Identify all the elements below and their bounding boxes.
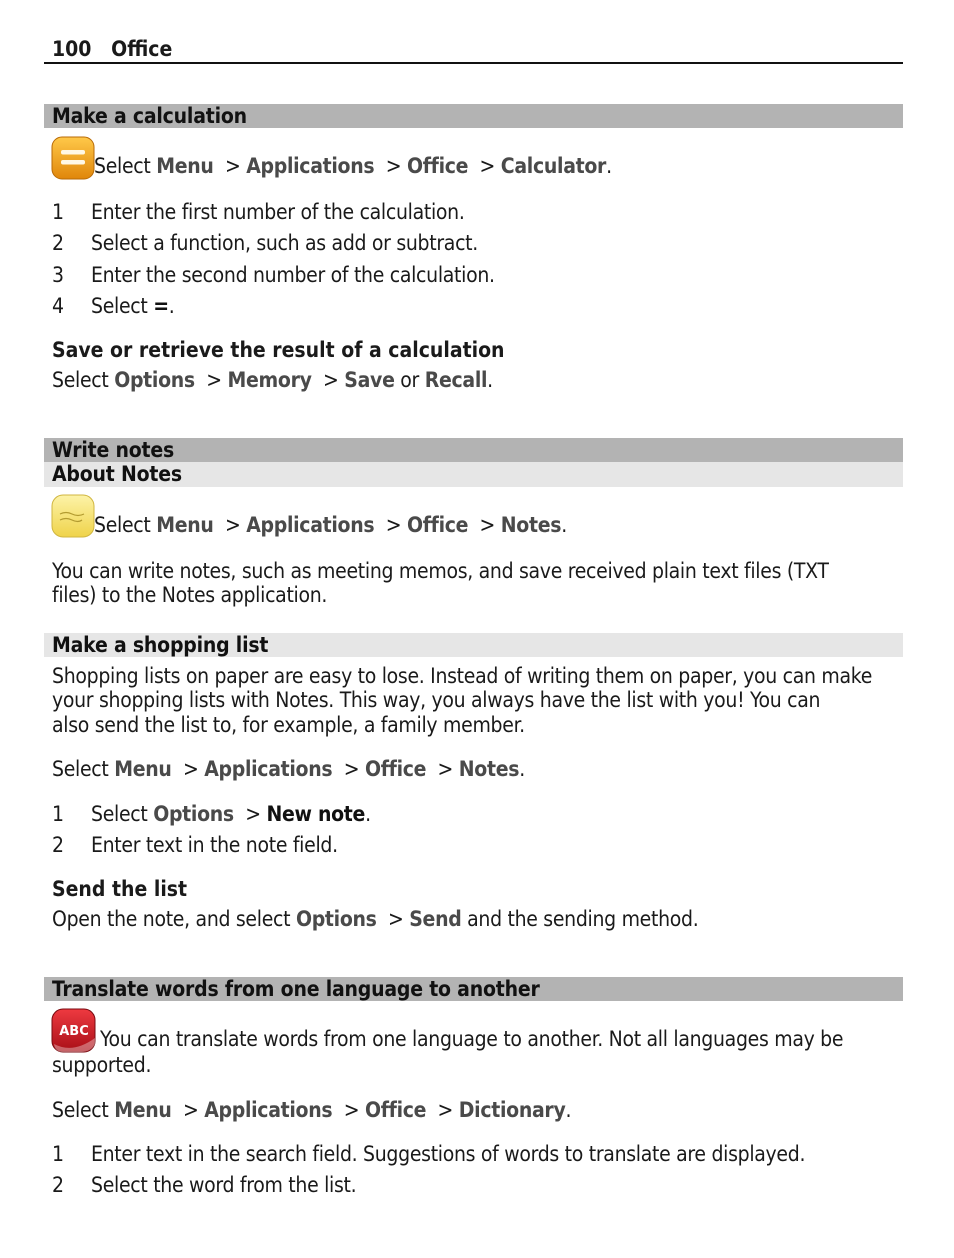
save-link[interactable]: Save [344, 368, 395, 392]
step-number: 1 [52, 200, 64, 224]
office-link[interactable]: Office [364, 1098, 427, 1122]
translate-intro-line-1: You can translate words from one language to another. Not all languages may be [100, 1027, 844, 1051]
notes-path: Select Menu > Applications > Office > Notes. [94, 513, 567, 537]
equals-key[interactable]: = [153, 294, 169, 318]
applications-link[interactable]: Applications [204, 757, 333, 781]
dictionary-icon [51, 1008, 97, 1054]
notes-icon [51, 494, 95, 538]
section-heading-calculation: Make a calculation [44, 104, 903, 128]
menu-link[interactable]: Menu [114, 757, 172, 781]
office-link[interactable]: Office [406, 154, 469, 178]
subsection-heading-shopping-list: Make a shopping list [44, 633, 903, 657]
header-rule [44, 62, 903, 64]
step-number: 2 [52, 833, 64, 857]
recall-link[interactable]: Recall [424, 368, 488, 392]
options-link[interactable]: Options [295, 907, 377, 931]
notes-link[interactable]: Notes [500, 513, 562, 537]
calc-step-1: Enter the first number of the calculation. [91, 200, 465, 224]
translate-intro-line-2: supported. [52, 1053, 152, 1077]
applications-link[interactable]: Applications [246, 154, 375, 178]
translate-step-1: Enter text in the search field. Suggestions of words to translate are displayed. [91, 1142, 806, 1166]
memory-link[interactable]: Memory [227, 368, 312, 392]
shopping-step-1: Select Options > New note. [91, 802, 371, 826]
menu-link[interactable]: Menu [156, 154, 214, 178]
shopping-step-2: Enter text in the note field. [91, 833, 338, 857]
office-link[interactable]: Office [364, 757, 427, 781]
notes-link[interactable]: Notes [458, 757, 520, 781]
send-list-line: Open the note, and select Options > Send and the sending method. [52, 907, 699, 931]
new-note-link[interactable]: New note [266, 802, 366, 826]
save-result-line: Select Options > Memory > Save or Recall. [52, 368, 493, 392]
header-section: Office [111, 37, 173, 61]
about-notes-text-line-1: You can write notes, such as meeting memos, and save received plain text files (TXT [52, 559, 829, 583]
calc-step-2: Select a function, such as add or subtract. [91, 231, 478, 255]
calculator-path: Select Menu > Applications > Office > Calculator. [94, 154, 612, 178]
step-number: 3 [52, 263, 64, 287]
section-heading-write-notes: Write notes [44, 438, 903, 462]
applications-link[interactable]: Applications [204, 1098, 333, 1122]
shopping-notes-path: Select Menu > Applications > Office > Notes. [52, 757, 525, 781]
calculator-icon [51, 136, 95, 180]
step-number: 2 [52, 231, 64, 255]
subsection-heading-about-notes: About Notes [44, 462, 903, 487]
step-number: 1 [52, 1142, 64, 1166]
shopping-para-line-2: your shopping lists with Notes. This way, you always have the list with you! You can [52, 688, 821, 712]
calculator-link[interactable]: Calculator [500, 154, 607, 178]
office-link[interactable]: Office [406, 513, 469, 537]
send-list-heading: Send the list [52, 877, 188, 901]
menu-link[interactable]: Menu [114, 1098, 172, 1122]
calc-step-3: Enter the second number of the calculation. [91, 263, 495, 287]
menu-link[interactable]: Menu [156, 513, 214, 537]
section-heading-translate: Translate words from one language to another [44, 977, 903, 1001]
dictionary-link[interactable]: Dictionary [458, 1098, 566, 1122]
shopping-para-line-3: also send the list to, for example, a family member. [52, 713, 525, 737]
step-number: 4 [52, 294, 64, 318]
calc-step-4: Select =. [91, 294, 175, 318]
page-number: 100 [52, 37, 92, 61]
save-result-heading: Save or retrieve the result of a calculation [52, 338, 505, 362]
applications-link[interactable]: Applications [246, 513, 375, 537]
translate-step-2: Select the word from the list. [91, 1173, 357, 1197]
about-notes-text-line-2: files) to the Notes application. [52, 583, 328, 607]
dictionary-path: Select Menu > Applications > Office > Dictionary. [52, 1098, 572, 1122]
dictionary-icon-label: ABC [59, 1024, 89, 1039]
options-link[interactable]: Options [114, 368, 195, 392]
shopping-para-line-1: Shopping lists on paper are easy to lose. Instead of writing them on paper, you can make [52, 664, 873, 688]
step-number: 2 [52, 1173, 64, 1197]
step-number: 1 [52, 802, 64, 826]
options-link[interactable]: Options [153, 802, 234, 826]
page-header [52, 37, 172, 61]
send-link[interactable]: Send [409, 907, 462, 931]
